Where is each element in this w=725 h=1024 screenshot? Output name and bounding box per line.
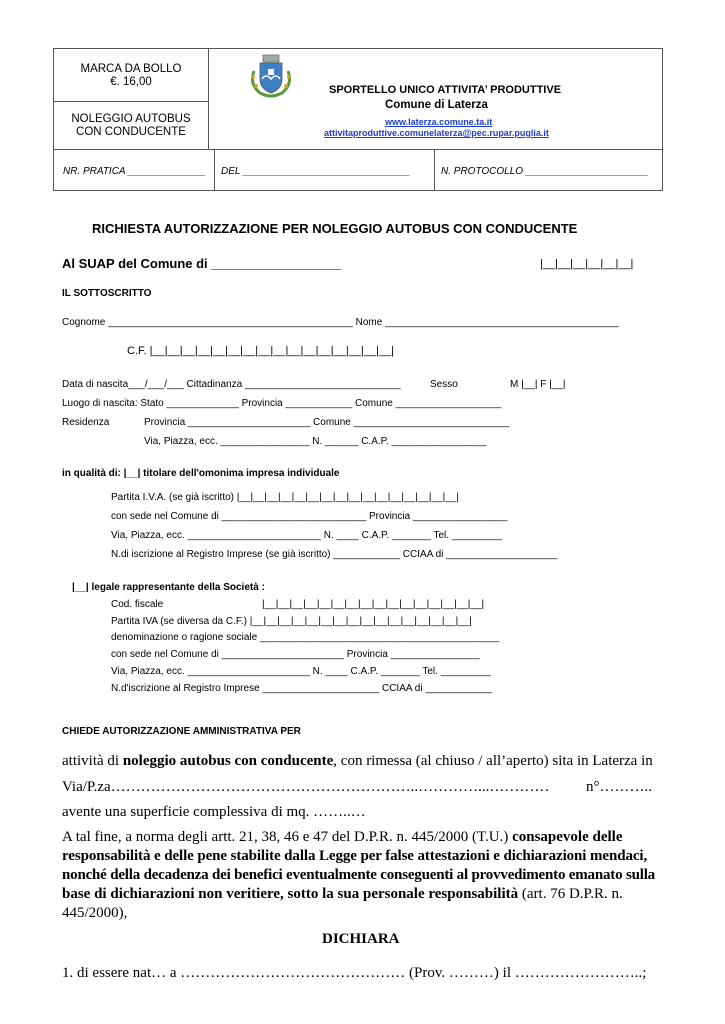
protocollo-field[interactable]: N. PROTOCOLLO ______________________ bbox=[441, 166, 649, 177]
comune-crest-icon bbox=[246, 49, 296, 99]
legale-sede-field[interactable]: con sede nel Comune di ______________________ Provincia ________________ bbox=[111, 649, 480, 660]
cognome-nome-field[interactable]: Cognome ____________________________________________ Nome __________________________________________ bbox=[62, 317, 619, 328]
office-subtitle: Comune di Laterza bbox=[385, 99, 488, 111]
chiede-line1 bbox=[62, 753, 653, 770]
bollo-line2: €. 16,00 bbox=[110, 76, 152, 88]
sottoscritto-heading: IL SOTTOSCRITTO bbox=[62, 288, 152, 299]
titolare-option[interactable]: in qualità di: |__| titolare dell'omonima impresa individuale bbox=[62, 468, 340, 479]
marca-bollo bbox=[54, 63, 208, 89]
chiede-line1-post: , con rimessa (al chiuso / all’aperto) sita in Laterza in bbox=[333, 753, 653, 769]
service-name bbox=[54, 113, 208, 139]
office-title: SPORTELLO UNICO ATTIVITA’ PRODUTTIVE bbox=[329, 84, 562, 96]
fine-p1-normal: A tal fine, a norma degli artt. 21, 38, 46 e 47 del D.P.R. n. 445/2000 (T.U.) bbox=[62, 829, 513, 845]
suap-comune-field[interactable]: Al SUAP del Comune di __________________ bbox=[62, 256, 342, 271]
rimessa-via-field[interactable]: Via/P.za……………………………………………………..…………...………… bbox=[62, 779, 550, 795]
fine-line1 bbox=[62, 829, 622, 846]
residenza-field[interactable]: Provincia ______________________ Comune ____________________________ bbox=[144, 417, 510, 428]
header-divider-v3 bbox=[434, 149, 435, 191]
cf-boxes[interactable]: C.F. |__|__|__|__|__|__|__|__|__|__|__|__|__|__|__|__| bbox=[127, 345, 394, 357]
page-title: RICHIESTA AUTORIZZAZIONE PER NOLEGGIO AUTOBUS CON CONDUCENTE bbox=[92, 221, 578, 236]
residenza-via-field[interactable]: Via, Piazza, ecc. ________________ N. ______ C.A.P. _________________ bbox=[144, 436, 487, 447]
fine-p1-bold: consapevole delle bbox=[512, 829, 623, 845]
suap-code-boxes[interactable]: |__|__|__|__|__|__| bbox=[540, 258, 634, 270]
legale-cf-boxes[interactable]: |__|__|__|__|__|__|__|__|__|__|__|__|__|__|__|__| bbox=[262, 599, 485, 610]
chiede-line1-bold: noleggio autobus con conducente bbox=[122, 753, 334, 769]
nr-pratica-field[interactable]: NR. PRATICA ______________ bbox=[63, 166, 206, 177]
legale-piva-field[interactable]: Partita IVA (se diversa da C.F.) |__|__|__|__|__|__|__|__|__|__|__|__|__|__|__|__| bbox=[111, 616, 472, 627]
bollo-line1: MARCA DA BOLLO bbox=[80, 63, 182, 75]
header-divider-v2 bbox=[214, 149, 215, 191]
titolare-via-field[interactable]: Via, Piazza, ecc. ________________________ N. ____ C.A.P. _______ Tel. _________ bbox=[111, 530, 502, 541]
header-divider-h bbox=[54, 149, 662, 150]
chiede-heading: CHIEDE AUTORIZZAZIONE AMMINISTRATIVA PER bbox=[62, 726, 301, 737]
fine-p4-bold: base di dichiarazioni non veritiere, sotto la sua personale responsabilità bbox=[62, 886, 519, 902]
fine-line2: responsabilità e delle pene stabilite dalla Legge per false attestazioni e dichiarazioni mendaci, bbox=[62, 848, 648, 864]
titolare-sede-field[interactable]: con sede nel Comune di __________________________ Provincia _________________ bbox=[111, 511, 508, 522]
superficie-field[interactable]: avente una superficie complessiva di mq. ……..… bbox=[62, 804, 366, 820]
service-line1: NOLEGGIO AUTOBUS bbox=[71, 113, 191, 125]
fine-line4 bbox=[62, 886, 623, 903]
legale-registro-field[interactable]: N.d'iscrizione al Registro Imprese _____________________ CCIAA di ____________ bbox=[111, 683, 493, 694]
dichiara-item1-field[interactable]: 1. di essere nat… a ……………………………………… (Prov. ………) il ……………………..; bbox=[62, 965, 647, 981]
titolare-piva-field[interactable]: Partita I.V.A. (se già iscritto) |__|__|__|__|__|__|__|__|__|__|__|__|__|__|__|__| bbox=[111, 492, 459, 503]
titolare-registro-field[interactable]: N.di iscrizione al Registro Imprese (se già iscritto) ____________ CCIAA di ____________________ bbox=[111, 549, 558, 560]
rimessa-numero-field[interactable]: n°……….. bbox=[586, 779, 652, 795]
fine-p4-normal: (art. 76 D.P.R. n. bbox=[518, 886, 623, 902]
sesso-boxes[interactable]: M |__| F |__| bbox=[510, 379, 566, 390]
header-divider-left bbox=[54, 101, 208, 102]
luogo-nascita-field[interactable]: Luogo di nascita: Stato _____________ Provincia ____________ Comune ___________________ bbox=[62, 398, 502, 409]
service-line2: CON CONDUCENTE bbox=[76, 126, 186, 138]
website-link[interactable]: www.laterza.comune.ta.it bbox=[385, 117, 493, 127]
del-field[interactable]: DEL ______________________________ bbox=[221, 166, 410, 177]
fine-line3: nonché della decadenza dei benefici eventualmente conseguenti al provvedimento emanato sulla bbox=[62, 867, 655, 883]
legale-cf-label: Cod. fiscale bbox=[111, 599, 164, 610]
nascita-field[interactable]: Data di nascita___/___/___ Cittadinanza ____________________________ bbox=[62, 379, 401, 390]
sesso-label: Sesso bbox=[430, 379, 458, 390]
header-divider-v bbox=[208, 49, 209, 149]
fine-line5: 445/2000), bbox=[62, 905, 128, 921]
chiede-line1-pre: attività di bbox=[62, 753, 123, 769]
pec-link[interactable]: attivitaproduttive.comunelaterza@pec.rupar.puglia.it bbox=[324, 128, 549, 138]
dichiara-heading: DICHIARA bbox=[322, 931, 400, 947]
header-table bbox=[53, 48, 663, 191]
legale-via-field[interactable]: Via, Piazza, ecc. ______________________ N. ____ C.A.P. _______ Tel. _________ bbox=[111, 666, 491, 677]
residenza-label: Residenza bbox=[62, 417, 110, 428]
legale-option[interactable]: |__| legale rappresentante della Società : bbox=[72, 582, 265, 593]
legale-denominazione-field[interactable]: denominazione o ragione sociale ___________________________________________ bbox=[111, 632, 500, 643]
